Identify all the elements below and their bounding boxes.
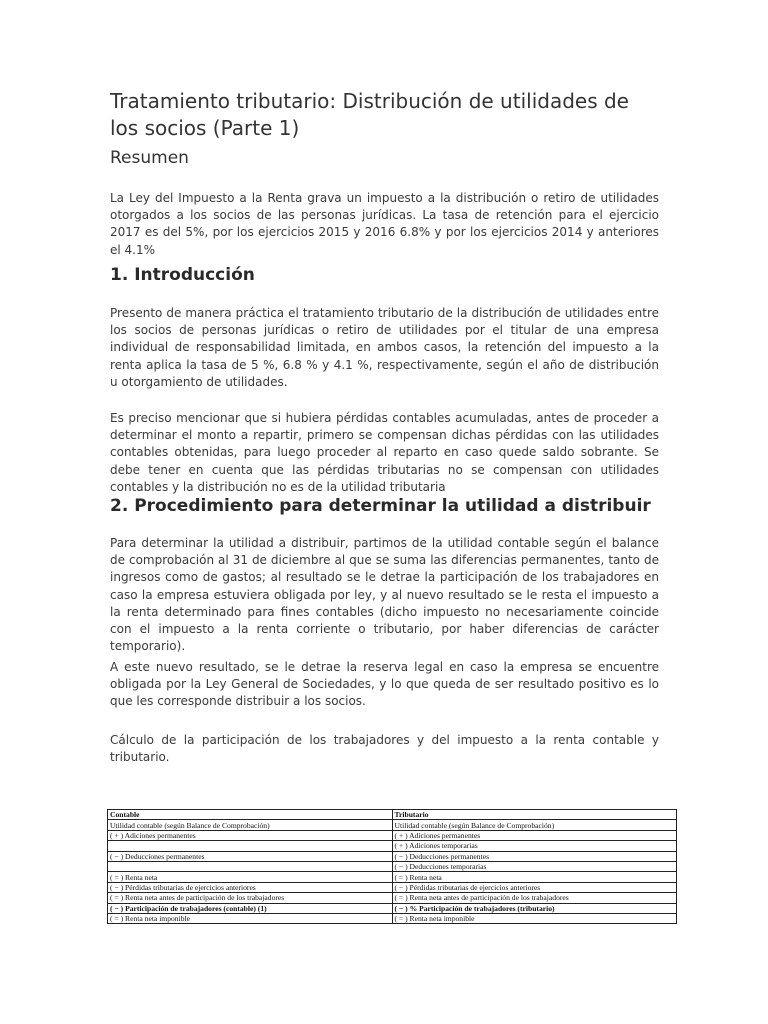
table-row [108,872,677,882]
table-cell: ( − ) % Participación de trabajadores (tributario) [392,903,677,913]
table-header-cell: Contable [108,810,393,820]
table-cell: ( + ) Adiciones temporarias [392,841,677,851]
document-title: Tratamiento tributario: Distribución de utilidades de los socios (Parte 1) [110,89,629,140]
table-cell: Utilidad contable (según Balance de Comprobación) [392,820,677,830]
document-subtitle: Resumen [110,148,189,168]
table-cell: ( − ) Deducciones permanentes [392,851,677,861]
table-cell: ( = ) Renta neta antes de participación de los trabajadores [392,893,677,903]
table-header-cell: Tributario [392,810,677,820]
section-heading-procedure: 2. Procedimiento para determinar la utilidad a distribuir [110,496,651,516]
table-cell: ( = ) Renta neta imponible [108,913,393,923]
table-row [108,820,677,830]
calculation-table [107,809,677,924]
table-row [108,841,677,851]
table-cell: ( + ) Adiciones permanentes [392,830,677,840]
table-cell: ( = ) Renta neta antes de participación de los trabajadores [108,893,393,903]
paragraph: A este nuevo resultado, se le detrae la reserva legal en caso la empresa se encuentre obligada por la Ley General de Sociedades, y lo que queda de ser resultado positivo es lo que les corresponde distribuir a los socios. [110,660,659,709]
table-cell: ( = ) Renta neta [108,872,393,882]
paragraph: Presento de manera práctica el tratamiento tributario de la distribución de utilidades entre los socios de personas jurídicas o retiro de utilidades por el titular de una empresa individual de responsabilidad limitada, en ambos casos, la retención del impuesto a la renta aplica la tasa de 5 %, 6.8 % y 4.1 %, respectivamente, según el año de distribución u otorgamiento de utilidades. [110,306,659,389]
table-cell: ( − ) Pérdidas tributarias de ejercicios anteriores [108,882,393,892]
table-row [108,830,677,840]
table-row [108,893,677,903]
table-cell: ( + ) Adiciones permanentes [108,830,393,840]
table-cell [108,841,393,851]
table-cell: ( − ) Deducciones temporarias [392,861,677,871]
paragraph: Para determinar la utilidad a distribuir, partimos de la utilidad contable según el balance de comprobación al 31 de diciembre al que se suma las diferencias permanentes, tanto de ingresos como de gastos; al resultado se le detrae la participación de los trabajadores en caso la empresa estuviera obligada por ley, y al nuevo resultado se le resta el impuesto a la renta determinado para fines contables (dicho impuesto no necesariamente coincide con el impuesto a la renta corriente o tributario, por haber diferencias de carácter temporario). [110,536,659,654]
section-heading-introduction: 1. Introducción [110,265,255,285]
abstract-paragraph: La Ley del Impuesto a la Renta grava un impuesto a la distribución o retiro de utilidades otorgados a los socios de las personas jurídicas. La tasa de retención para el ejercicio 2017 es del 5%, por los ejercicios 2015 y 2016 6.8% y por los ejercicios 2014 y anteriores el 4.1% [110,191,659,257]
table-row [108,851,677,861]
table-cell: Utilidad contable (según Balance de Comprobación) [108,820,393,830]
table-cell: ( − ) Participación de trabajadores (contable) (1) [108,903,393,913]
table-cell: ( = ) Renta neta [392,872,677,882]
table-row [108,861,677,871]
table-cell: ( = ) Renta neta imponible [392,913,677,923]
table-cell: ( − ) Deducciones permanentes [108,851,393,861]
document-page [110,88,659,765]
paragraph: Cálculo de la participación de los trabajadores y del impuesto a la renta contable y tributario. [110,733,659,765]
table-header-row [108,810,677,820]
table-row [108,882,677,892]
table-cell: ( − ) Pérdidas tributarias de ejercicios anteriores [392,882,677,892]
table-cell [108,861,393,871]
table-row [108,903,677,913]
table-row [108,913,677,923]
paragraph: Es preciso mencionar que si hubiera pérdidas contables acumuladas, antes de proceder a determinar el monto a repartir, primero se compensan dichas pérdidas con las utilidades contables obtenidas, para luego proceder al reparto en caso quede saldo sobrante. Se debe tener en cuenta que las pérdidas tributarias no se compensan con utilidades contables y la distribución no es de la utilidad tributaria [110,411,659,494]
